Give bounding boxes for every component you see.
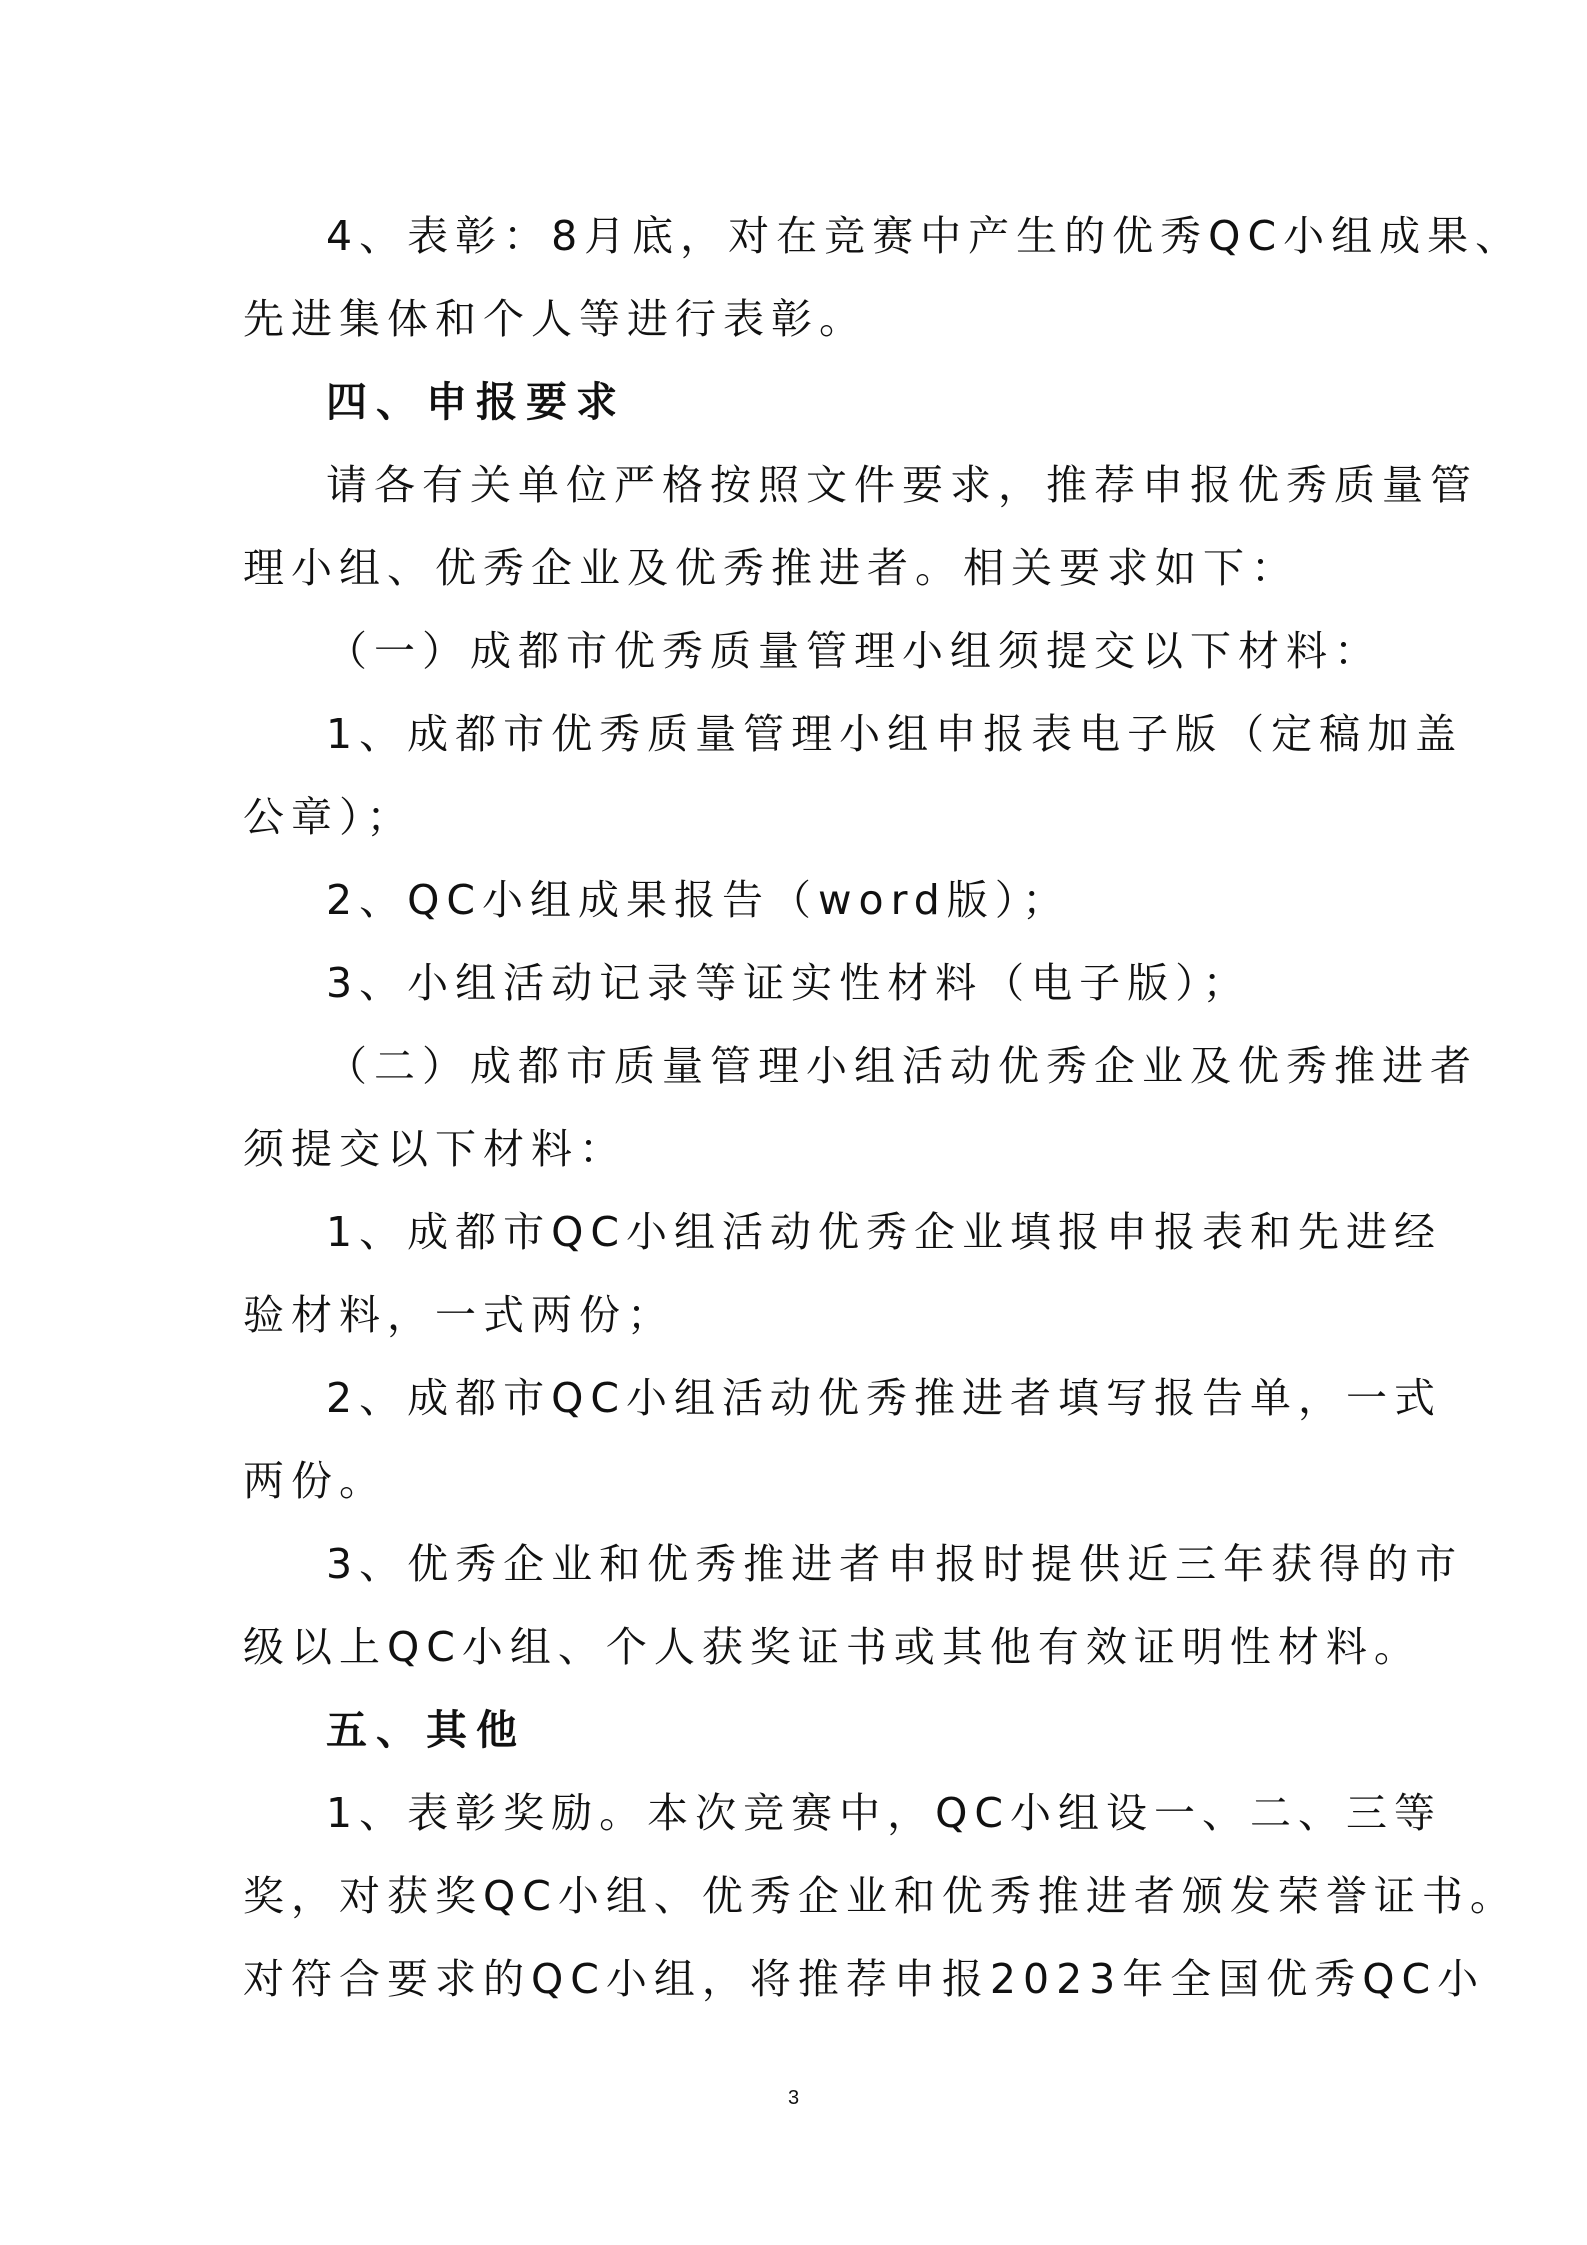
paragraph-line: 3、优秀企业和优秀推进者申报时提供近三年获得的市 (326, 1540, 1464, 1588)
section-heading: 四、申报要求 (326, 378, 626, 426)
paragraph-line: 1、表彰奖励。本次竞赛中，QC小组设一、二、三等 (326, 1789, 1442, 1837)
paragraph-line: 2、QC小组成果报告（word版）； (326, 876, 1071, 924)
paragraph-line: 2、成都市QC小组活动优秀推进者填写报告单，一式 (326, 1374, 1442, 1422)
paragraph-line: 1、成都市优秀质量管理小组申报表电子版（定稿加盖 (326, 710, 1464, 758)
paragraph-line: 两份。 (243, 1457, 387, 1505)
paragraph-line: 须提交以下材料： (243, 1125, 627, 1173)
subsection-heading: （一）成都市优秀质量管理小组须提交以下材料： (326, 627, 1382, 675)
paragraph-line: 级以上QC小组、个人获奖证书或其他有效证明性材料。 (243, 1623, 1422, 1671)
paragraph-line: 理小组、优秀企业及优秀推进者。相关要求如下： (243, 544, 1299, 592)
paragraph-line: 奖，对获奖QC小组、优秀企业和优秀推进者颁发荣誉证书。 (243, 1872, 1518, 1920)
paragraph-line: 4、表彰：8月底，对在竞赛中产生的优秀QC小组成果、 (326, 212, 1524, 260)
subsection-heading: （二）成都市质量管理小组活动优秀企业及优秀推进者 (326, 1042, 1478, 1090)
paragraph-line: 请各有关单位严格按照文件要求，推荐申报优秀质量管 (326, 461, 1478, 509)
paragraph-line: 先进集体和个人等进行表彰。 (243, 295, 867, 343)
paragraph-line: 1、成都市QC小组活动优秀企业填报申报表和先进经 (326, 1208, 1442, 1256)
paragraph-line: 公章）； (243, 793, 415, 841)
page-number: 3 (787, 2087, 800, 2109)
paragraph-line: 3、小组活动记录等证实性材料（电子版）； (326, 959, 1251, 1007)
paragraph-line: 验材料，一式两份； (243, 1291, 675, 1339)
paragraph-line: 对符合要求的QC小组，将推荐申报2023年全国优秀QC小 (243, 1955, 1486, 2003)
section-heading: 五、其他 (326, 1706, 526, 1754)
